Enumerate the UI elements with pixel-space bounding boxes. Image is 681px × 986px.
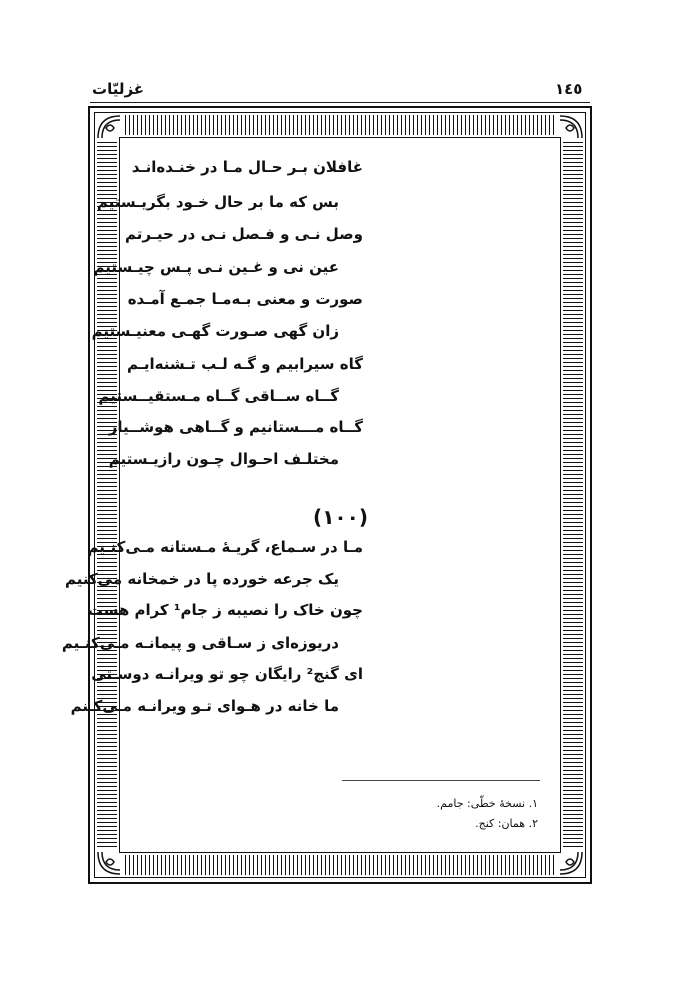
verse-line: دریوزه‌ای ز سـاقی و پیمانـه مـی‌کنـیم xyxy=(61,634,339,652)
verse-line: غافلان بـر حـال مـا در خنـده‌انـد xyxy=(131,158,363,176)
verse-line: گاه سیرابیم و گـه لـب تـشنه‌ایـم xyxy=(126,355,363,373)
footnote-rule xyxy=(342,780,540,781)
verse-line: ما خانه در هـوای تـو ویرانـه مـی‌کـنم xyxy=(70,697,339,715)
verse-line: مختلـف احـوال چـون رازیـستیم xyxy=(108,450,339,468)
ornament-band-right xyxy=(563,135,583,855)
verse-line: چون خاک را نصیبه ز جام¹ کرام هست xyxy=(87,601,363,619)
footnote: ٢. همان: کنج. xyxy=(475,817,538,830)
footnote: ١. نسخهٔ خطّی: جامم. xyxy=(436,797,538,810)
verse-line: ای گنج² رایگان چو تو ویرانـه دوسـتی xyxy=(91,665,363,683)
verse-line: عین نی و غـین نـی پـس چیـستیم xyxy=(93,258,339,276)
running-title: غزلیّات xyxy=(92,80,145,98)
header-rule xyxy=(90,102,590,103)
page-number: ١٤٥ xyxy=(555,80,583,98)
ornament-band-top xyxy=(97,115,583,135)
verse-line: وصل نـی و فـصل نـی در حیـرتم xyxy=(125,225,363,243)
verse-line: یک جرعه خورده پا در خمخانه می‌کنیم xyxy=(64,570,339,588)
ornament-band-left xyxy=(97,135,117,855)
verse-line: بس که ما بر حال خـود بگریـستیم xyxy=(96,193,339,211)
verse-line: گــاه ســاقی گــاه مـستقیــستیم xyxy=(98,387,339,405)
content-area xyxy=(119,137,561,853)
verse-line: گــاه مـــستانیم و گــاهی هوشــیار xyxy=(108,418,363,436)
verse-line: صورت و معنی بـه‌مـا جمـع آمـده xyxy=(127,290,363,308)
poem-number: (١٠٠) xyxy=(313,505,368,529)
verse-line: مـا در سـماع، گریـهٔ مـستانه مـی‌کنـیم xyxy=(87,538,363,556)
verse-line: زان گهی صـورت گهـی معنیـستیم xyxy=(91,322,339,340)
ornament-band-bottom xyxy=(97,855,583,875)
